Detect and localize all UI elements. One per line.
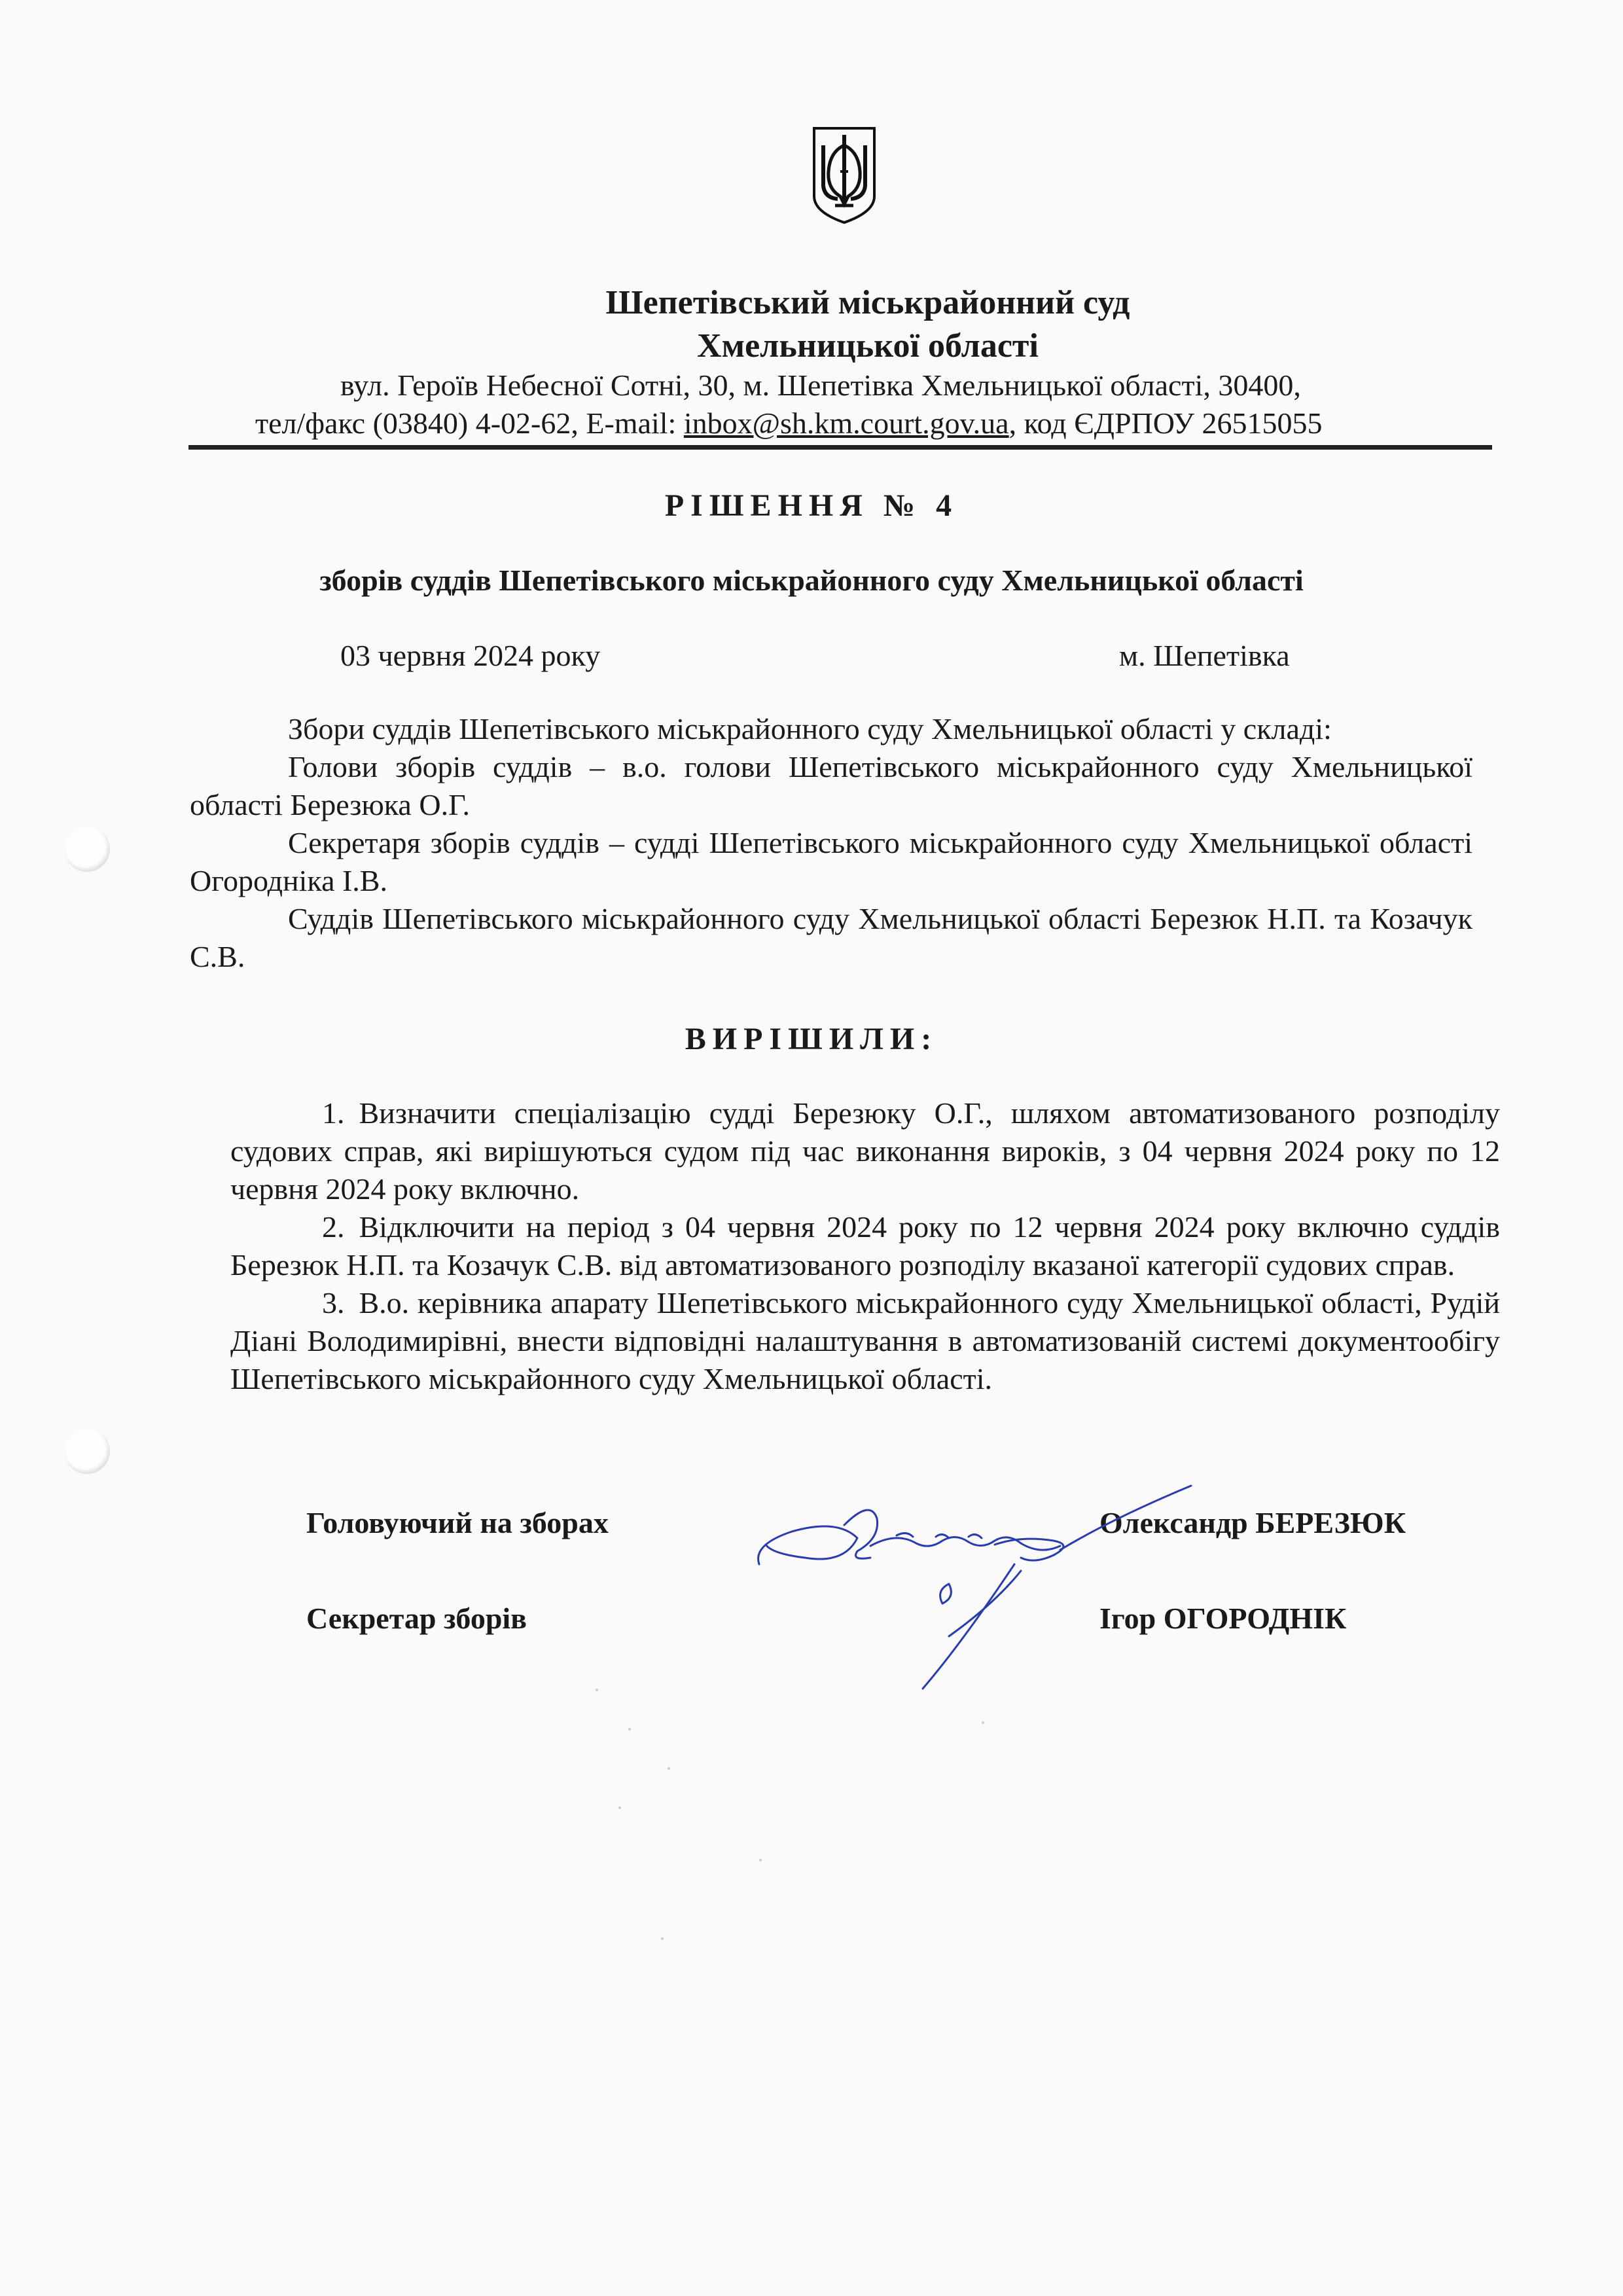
contact-suffix: , код ЄДРПОУ 26515055 xyxy=(1008,406,1323,440)
decision-title: РІШЕННЯ № 4 xyxy=(664,488,959,523)
resolution-item xyxy=(230,1094,1500,1208)
secretary-name: Ігор ОГОРОДНІК xyxy=(1099,1602,1347,1635)
punch-hole xyxy=(64,826,110,872)
court-address: вул. Героїв Небесної Сотні, 30, м. Шепетівка Хмельницької області, 30400, xyxy=(340,368,1301,402)
resolution-heading: ВИРІШИЛИ: xyxy=(685,1022,938,1056)
composition-chair: Голови зборів суддів – в.о. голови Шепетівського міськрайонного суду Хмельницької області Березюка О.Г. xyxy=(190,750,1472,821)
item-text: В.о. керівника апарату Шепетівського міськрайонного суду Хмельницької області, Рудій Діані Володимирівні, внести відповідні налаштування в автоматизованій системі документообігу Шепетівського міськрайонного суду Хмельницької області. xyxy=(230,1286,1500,1395)
item-text: Відключити на період з 04 червня 2024 року по 12 червня 2024 року включно суддів Березюк Н.П. та Козачук С.В. від автоматизованого розподілу вказаної категорії судових справ. xyxy=(230,1210,1500,1282)
contact-prefix: тел/факс (03840) 4-02-62, E-mail: xyxy=(255,406,684,440)
item-number: 1. xyxy=(322,1096,345,1130)
composition-intro: Збори суддів Шепетівського міськрайонного суду Хмельницької області у складі: xyxy=(288,712,1332,745)
item-text: Визначити спеціалізацію судді Березюку О.Г., шляхом автоматизованого розподілу судових справ, які вирішуються судом під час виконання вироків, з 04 червня 2024 року по 12 червня 2024 року включно. xyxy=(230,1096,1500,1206)
scan-speck xyxy=(661,1937,664,1940)
decision-city: м. Шепетівка xyxy=(1119,639,1290,672)
email-link[interactable]: inbox@sh.km.court.gov.ua xyxy=(683,406,1009,440)
coat-of-arms-icon xyxy=(812,126,877,225)
court-contacts xyxy=(255,404,1322,442)
scan-speck xyxy=(628,1728,631,1731)
scan-speck xyxy=(596,1689,598,1691)
composition-secretary: Секретаря зборів суддів – судді Шепетівського міськрайонного суду Хмельницької області Огородніка І.В. xyxy=(190,826,1472,897)
court-name-line2: Хмельницької області xyxy=(697,327,1039,365)
item-number: 2. xyxy=(322,1210,345,1244)
handwritten-signature xyxy=(746,1473,1243,1715)
resolution-item xyxy=(230,1284,1500,1398)
resolution-item xyxy=(230,1208,1500,1284)
decision-date: 03 червня 2024 року xyxy=(340,639,601,672)
composition-judges: Суддів Шепетівського міськрайонного суду Хмельницької області Березюк Н.П. та Козачук С.В. xyxy=(190,902,1472,973)
item-number: 3. xyxy=(322,1286,345,1319)
chair-label: Головуючий на зборах xyxy=(306,1506,609,1539)
scan-speck xyxy=(982,1721,984,1724)
scan-speck xyxy=(668,1767,670,1770)
chair-name: Олександр БЕРЕЗЮК xyxy=(1099,1506,1406,1539)
header-divider xyxy=(188,445,1492,450)
scan-speck xyxy=(618,1806,621,1809)
court-name-line1: Шепетівський міськрайонний суд xyxy=(605,284,1130,321)
composition-section xyxy=(190,710,1472,976)
decision-subtitle: зборів суддів Шепетівського міськрайонного суду Хмельницької області xyxy=(319,564,1304,597)
punch-hole xyxy=(64,1428,110,1474)
secretary-label: Секретар зборів xyxy=(306,1602,527,1635)
scan-speck xyxy=(759,1859,762,1861)
resolution-list xyxy=(230,1094,1500,1398)
